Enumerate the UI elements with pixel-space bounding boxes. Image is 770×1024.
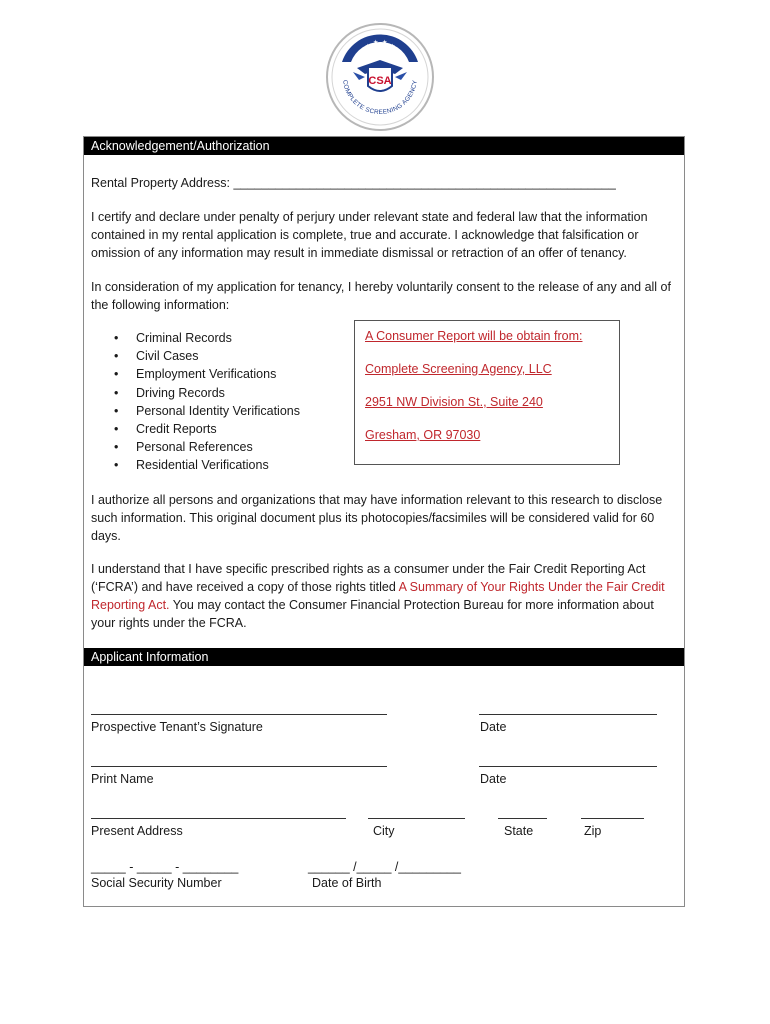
print-name-label: Print Name	[91, 772, 154, 786]
authorization-form	[83, 136, 685, 907]
logo-arc-text: COMPLETE SCREENING AGENCY	[341, 79, 419, 117]
agency-name: Complete Screening Agency, LLC	[365, 362, 552, 376]
present-address-line[interactable]	[91, 818, 346, 819]
list-item: • Driving Records	[106, 384, 300, 402]
fcra-text-end: You may contact the Consumer Financial Protection Bureau for more information about your rights under the FCRA.	[91, 598, 654, 630]
consumer-report-heading: A Consumer Report will be obtain from:	[365, 329, 583, 343]
agency-city: Gresham, OR 97030	[365, 428, 481, 442]
ssn-field[interactable]: _____ - _____ - ________	[91, 860, 239, 874]
signature-label: Prospective Tenant’s Signature	[91, 720, 263, 734]
present-address-label: Present Address	[91, 824, 183, 838]
list-item: • Credit Reports	[106, 420, 300, 438]
rental-property-address-row	[91, 174, 676, 192]
company-logo	[325, 22, 435, 132]
svg-text:★: ★	[365, 44, 371, 50]
consent-paragraph: In consideration of my application for tenancy, I hereby voluntarily consent to the release of any and all of the following information:	[91, 280, 671, 312]
svg-text:★: ★	[373, 40, 379, 46]
signature-line[interactable]	[91, 714, 387, 715]
fcra-summary-link[interactable]: A Summary of Your Rights Under the Fair Credit Reporting Act.	[91, 580, 665, 612]
ssn-label: Social Security Number	[91, 876, 222, 890]
rental-property-address-label: Rental Property Address:	[91, 176, 230, 190]
zip-line[interactable]	[581, 818, 644, 819]
list-item: • Personal References	[106, 438, 300, 456]
signature-date-label: Date	[480, 720, 507, 734]
logo-monogram: CSA	[368, 75, 392, 87]
agency-street: 2951 NW Division St., Suite 240	[365, 395, 543, 409]
information-list	[106, 329, 300, 475]
state-label: State	[504, 824, 534, 838]
list-item: • Residential Verifications	[106, 456, 300, 474]
fcra-text-start: I understand that I have specific prescribed rights as a consumer under the Fair Credit Reporting Act (‘FCRA’) and have received a copy of those rights titled	[91, 562, 646, 594]
certification-paragraph: I certify and declare under penalty of perjury under relevant state and federal law that the information contained in my rental application is complete, true and accurate. I acknowledge that falsification or omission of any information may result in immediate dismissal or retraction of an offer of tenancy.	[91, 210, 648, 260]
list-item: • Criminal Records	[106, 329, 300, 347]
section-header-acknowledgement: Acknowledgement/Authorization	[84, 137, 684, 155]
dob-field[interactable]: ______ /_____ /_________	[308, 860, 461, 874]
print-name-line[interactable]	[91, 766, 387, 767]
dob-label: Date of Birth	[312, 876, 382, 890]
list-item: • Civil Cases	[106, 347, 300, 365]
svg-text:★: ★	[382, 40, 388, 46]
authorization-paragraph: I authorize all persons and organizations that may have information relevant to this research to disclose such information. This original document plus its photocopies/facsimiles will be considered valid for 60 days.	[91, 493, 663, 543]
city-line[interactable]	[368, 818, 465, 819]
consumer-report-box	[354, 320, 620, 465]
zip-label: Zip	[584, 824, 602, 838]
state-line[interactable]	[498, 818, 547, 819]
print-name-date-line[interactable]	[479, 766, 657, 767]
print-name-date-label: Date	[480, 772, 507, 786]
fcra-paragraph	[91, 560, 676, 632]
signature-date-line[interactable]	[479, 714, 657, 715]
rental-property-address-field[interactable]: _______________________________________________________	[233, 176, 616, 190]
list-item: • Employment Verifications	[106, 365, 300, 383]
section-header-applicant: Applicant Information	[84, 648, 684, 666]
city-label: City	[373, 824, 395, 838]
svg-text:★: ★	[390, 44, 396, 50]
list-item: • Personal Identity Verifications	[106, 402, 300, 420]
